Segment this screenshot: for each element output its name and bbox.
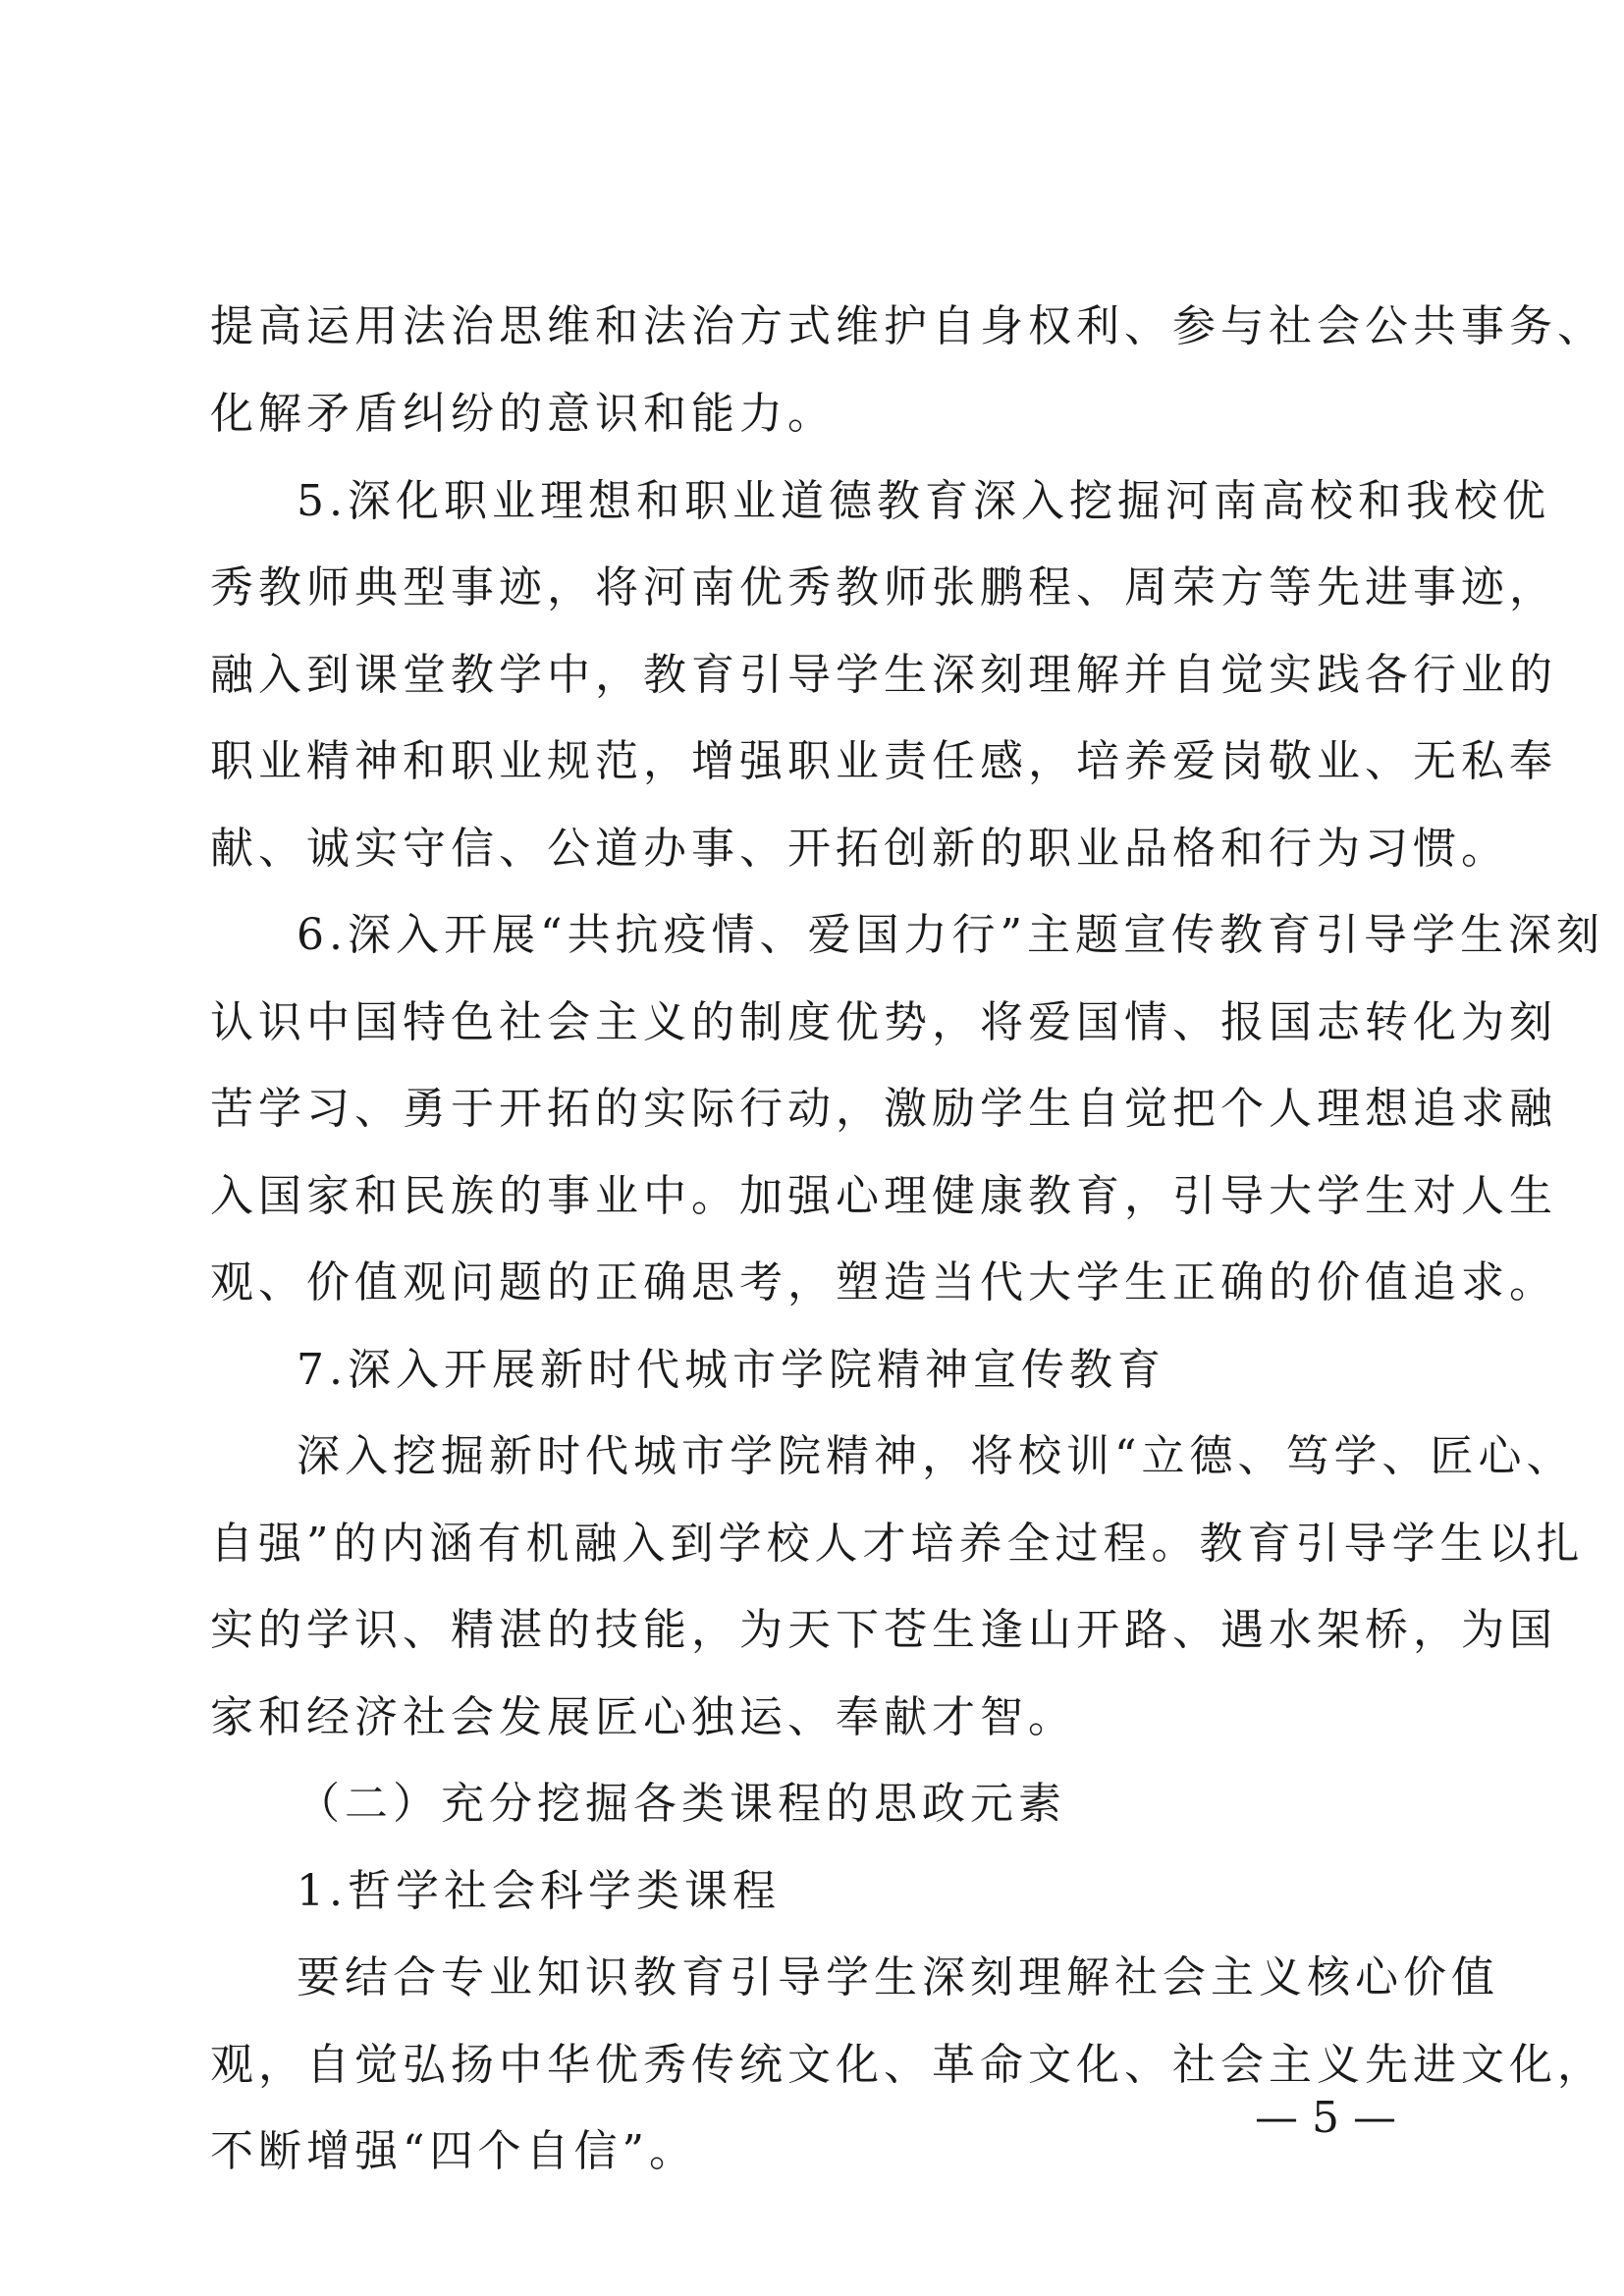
body-text-line: 自强”的内涵有机融入到学校人才培养全过程。教育引导学生以扎 [210, 1519, 1585, 1569]
body-text-line: 化解矛盾纠纷的意识和能力。 [210, 389, 836, 439]
body-text-line: 苦学习、勇于开拓的实际行动，激励学生自觉把个人理想追求融 [210, 1084, 1557, 1134]
body-text-line: 深入挖掘新时代城市学院精神，将校训“立德、笃学、匠心、 [297, 1431, 1575, 1481]
body-text-line: 秀教师典型事迹，将河南优秀教师张鹏程、周荣方等先进事迹， [210, 562, 1557, 613]
body-text-line: 认识中国特色社会主义的制度优势，将爱国情、报国志转化为刻 [210, 997, 1557, 1047]
body-text-line: 献、诚实守信、公道办事、开拓创新的职业品格和行为习惯。 [210, 824, 1509, 874]
body-text-line: 要结合专业知识教育引导学生深刻理解社会主义核心价值 [297, 1952, 1499, 2002]
body-text-line: 提高运用法治思维和法治方式维护自身权利、参与社会公共事务、 [210, 301, 1605, 351]
body-text-line: 不断增强“四个自信”。 [210, 2126, 697, 2176]
section-heading-1: 1.哲学社会科学类课程 [297, 1866, 781, 1916]
body-text-line: 职业精神和职业规范，增强职业责任感，培养爱岗敬业、无私奉 [210, 736, 1557, 786]
section-heading-6: 6.深入开展“共抗疫情、爱国力行”主题宣传教育引导学生深刻 [297, 910, 1604, 960]
body-text-line: 入国家和民族的事业中。加强心理健康教育，引导大学生对人生 [210, 1171, 1557, 1221]
subsection-heading-2: （二）充分挖掘各类课程的思政元素 [297, 1779, 1066, 1829]
body-text-line: 观、价值观问题的正确思考，塑造当代大学生正确的价值追求。 [210, 1257, 1557, 1308]
section-heading-5: 5.深化职业理想和职业道德教育深入挖掘河南高校和我校优 [297, 476, 1550, 526]
section-heading-7: 7.深入开展新时代城市学院精神宣传教育 [297, 1345, 1165, 1395]
body-text-line: 实的学识、精湛的技能，为天下苍生逢山开路、遇水架桥，为国 [210, 1605, 1557, 1655]
body-text-line: 家和经济社会发展匠心独运、奉献才智。 [210, 1692, 1076, 1742]
body-text-line: 融入到课堂教学中，教育引导学生深刻理解并自觉实践各行业的 [210, 650, 1557, 700]
page-number: — 5 — [1255, 2093, 1396, 2143]
body-text-line: 观，自觉弘扬中华优秀传统文化、革命文化、社会主义先进文化， [210, 2040, 1605, 2090]
